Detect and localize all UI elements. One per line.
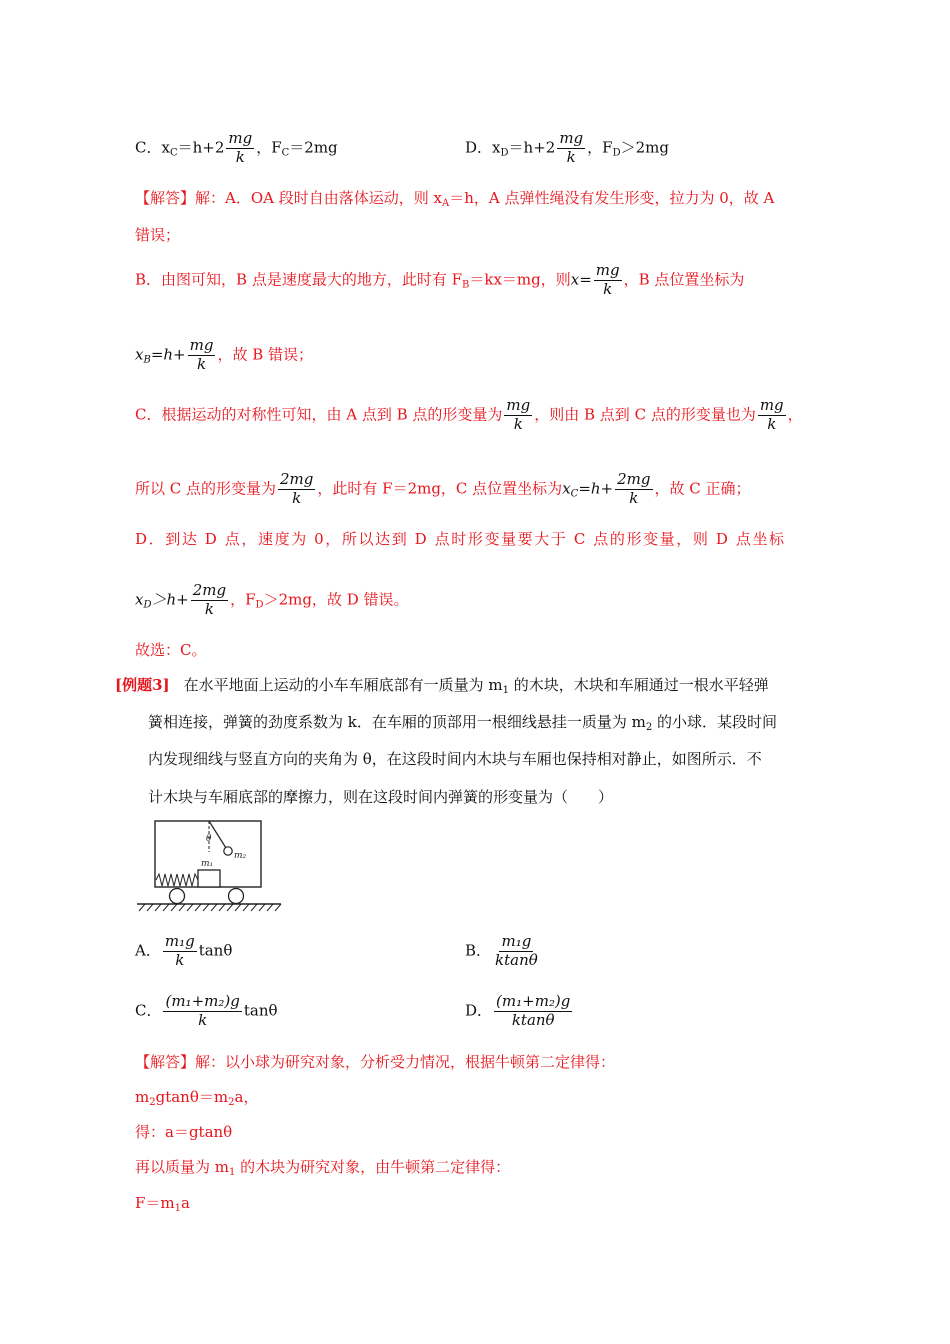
answer2-c-line1: C．根据运动的对称性可知，由 A 点到 B 点的形变量为 $\frac{mg}{k}$ ，则由 B 点到 C 点的形变量也为 $\frac{mg}{k}$ ， xyxy=(135,396,803,433)
answer2-d-line2: $x_D>h+$ $\frac{2mg}{k}$ ，$F_D>2mg$，故 D 错误。 xyxy=(135,581,409,618)
answer3-line5: $F=m_1a$ xyxy=(135,1194,190,1214)
fraction: $\frac{mg}{k}$ xyxy=(559,129,584,166)
answer2-c-line2: 所以 C 点的形变量为 $\frac{2mg}{k}$ ，此时有 F＝2mg，C 点位置坐标为$x_C=h+$ $\frac{2mg}{k}$ ，故 C 正确； xyxy=(135,470,751,507)
example3-line2: 簧相连接，弹簧的劲度系数为 k．在车厢的顶部用一根细线悬挂一质量为 $m_2$ 的小球．某段时间 xyxy=(148,713,778,733)
option-d[interactable]: D．$x_D=h+2$ $\frac{mg}{k}$ ，$F_D>2mg$ xyxy=(465,129,669,166)
example3-line3: 内发现细线与竖直方向的夹角为 θ，在这段时间内木块与车厢也保持相对静止，如图所示．不 xyxy=(148,750,762,768)
string-line xyxy=(209,821,226,848)
option3-b[interactable]: B． $\frac{\text{m₁g}}{ktan\theta}$ xyxy=(465,932,538,969)
answer2-b-line1: B．由图可知，B 点是速度最大的地方，此时有 $F_B=kx=mg$，则x= $\frac{mg}{k}$ ，B 点位置坐标为 xyxy=(135,261,745,298)
spring xyxy=(156,874,198,886)
answer2-line1: 【解答】解：A．OA 段时自由落体运动，则 $x_A=h$，A 点弹性绳没有发生形变，拉力为 0，故 A xyxy=(135,189,775,209)
answer2-d-line1: D．到达 D 点，速度为 0，所以达到 D 点时形变量要大于 C 点的形变量，则 D 点坐标 xyxy=(135,530,786,548)
m1-label: m₁ xyxy=(201,859,214,869)
ground-hatch xyxy=(139,904,281,911)
answer3-line2: $m_2gtan\theta=m_2a$， xyxy=(135,1088,259,1108)
fraction: $\frac{2mg}{k}$ xyxy=(280,470,314,507)
example3-line4: 计木块与车厢底部的摩擦力，则在这段时间内弹簧的形变量为（ ） xyxy=(148,788,614,806)
fraction: $\frac{\text{m₁g}}{k}$ xyxy=(164,932,195,969)
option3-d[interactable]: D． $\frac{\text{(m₁+m₂)g}}{ktan\theta}$ xyxy=(465,992,571,1029)
answer2-line2: 错误； xyxy=(135,226,181,244)
fraction: $\frac{mg}{k}$ xyxy=(228,129,253,166)
option3-c[interactable]: C． $\frac{\text{(m₁+m₂)g}}{k}$ tanθ xyxy=(135,992,278,1029)
m2-label: m₂ xyxy=(234,851,247,861)
theta-label: θ xyxy=(206,834,212,844)
fraction: $\frac{\text{(m₁+m₂)g}}{ktan\theta}$ xyxy=(496,992,571,1029)
fraction: $\frac{mg}{k}$ xyxy=(189,336,214,373)
block-m1 xyxy=(198,870,220,887)
wheel-right xyxy=(229,889,244,904)
cart-figure xyxy=(135,818,285,914)
fraction: $\frac{\text{m₁g}}{ktan\theta}$ xyxy=(495,932,538,969)
fraction: $\frac{mg}{k}$ xyxy=(595,261,620,298)
example3-line1: [例题3] 在水平地面上运动的小车车厢底部有一质量为 $m_1$ 的木块，木块和车厢通过一根水平轻弹 xyxy=(115,676,769,696)
answer3-line3: 得：a＝gtanθ xyxy=(135,1123,233,1141)
answer3-line4: 再以质量为 $m_1$ 的木块为研究对象，由牛顿第二定律得： xyxy=(135,1158,511,1178)
fraction: $\frac{mg}{k}$ xyxy=(759,396,784,433)
fraction: $\frac{2mg}{k}$ xyxy=(617,470,651,507)
ball-m2 xyxy=(224,847,232,855)
wheel-left xyxy=(170,889,185,904)
option3-a[interactable]: A． $\frac{\text{m₁g}}{k}$ tanθ xyxy=(135,932,233,969)
option-c[interactable]: C．$x_C=h+2$ $\frac{mg}{k}$ ，$F_C=2mg$ xyxy=(135,129,338,166)
example-tag: [例题3] xyxy=(115,676,170,694)
fraction: $\frac{2mg}{k}$ xyxy=(192,581,227,618)
fraction: $\frac{\text{(m₁+m₂)g}}{k}$ xyxy=(165,992,240,1029)
answer2-choice: 故选：C。 xyxy=(135,641,207,659)
fraction: $\frac{mg}{k}$ xyxy=(506,396,531,433)
answer3-line1: 【解答】解：以小球为研究对象，分析受力情况，根据牛顿第二定律得： xyxy=(135,1053,616,1071)
answer2-b-line2: $x_B=h+$ $\frac{mg}{k}$ ，故 B 错误； xyxy=(135,336,314,373)
